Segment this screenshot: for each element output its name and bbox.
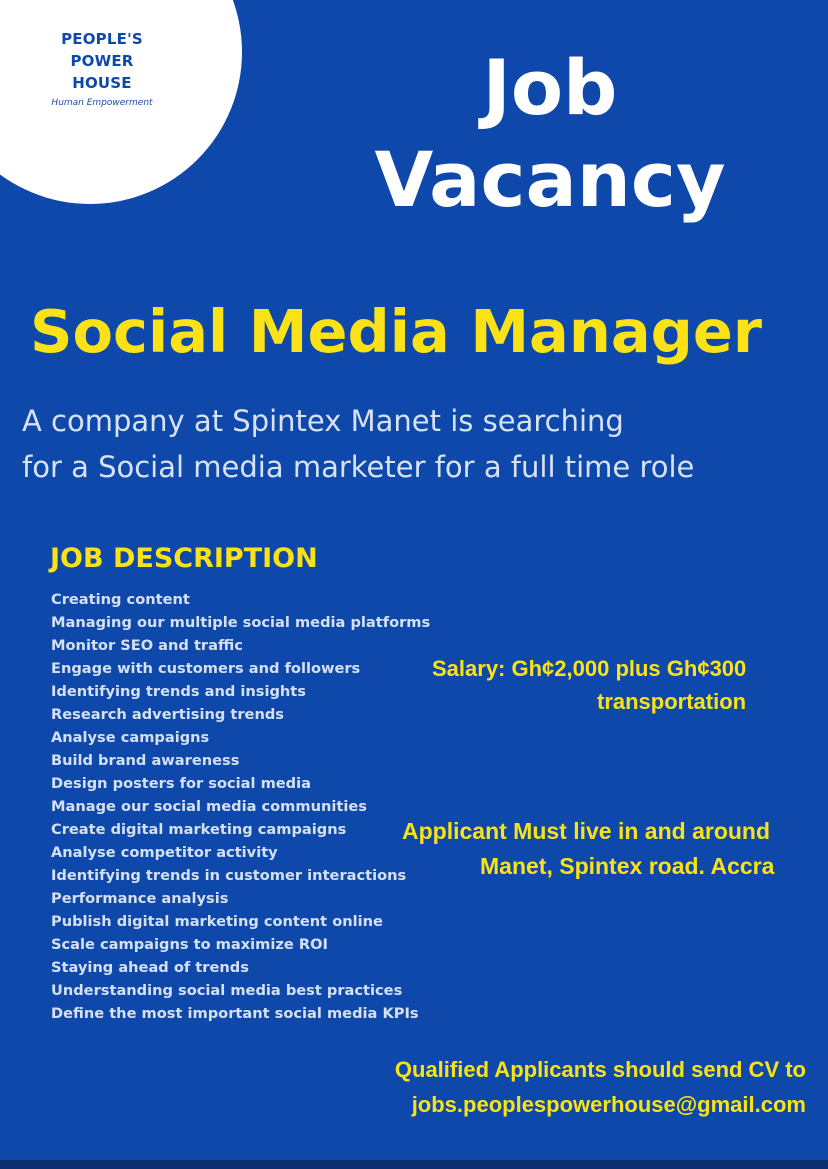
list-item: Research advertising trends (51, 706, 284, 723)
location-requirement (396, 814, 796, 884)
intro-line-2: for a Social media marketer for a full time role (22, 450, 695, 484)
list-item: Creating content (51, 591, 190, 608)
list-item: Analyse campaigns (51, 729, 210, 746)
bottom-strip (0, 1160, 828, 1169)
intro-text (22, 398, 812, 490)
list-item: Identifying trends in customer interactions (51, 867, 407, 884)
apply-email[interactable]: jobs.peoplespowerhouse@gmail.com (411, 1092, 806, 1117)
list-item: Performance analysis (51, 890, 229, 907)
list-item: Understanding social media best practices (51, 982, 403, 999)
duties-list (51, 588, 430, 1025)
list-item: Publish digital marketing content online (51, 913, 383, 930)
headline-line-1: Job (482, 43, 618, 132)
apply-line-1: Qualified Applicants should send CV to (394, 1057, 806, 1082)
list-item: Staying ahead of trends (51, 959, 249, 976)
salary-line-2: transportation (597, 689, 747, 714)
list-item: Design posters for social media (51, 775, 311, 792)
list-item: Define the most important social media KPIs (51, 1005, 419, 1022)
list-item: Engage with customers and followers (51, 660, 361, 677)
company-logo (34, 28, 170, 108)
role-title: Social Media Manager (30, 297, 763, 366)
list-item: Monitor SEO and traffic (51, 637, 243, 654)
apply-instructions (360, 1052, 806, 1122)
location-line-2: Manet, Spintex road. Accra (480, 853, 775, 879)
salary-line-1: Salary: Gh¢2,000 plus Gh¢300 (432, 656, 747, 681)
logo-tagline: Human Empowerment (51, 98, 153, 108)
list-item: Build brand awareness (51, 752, 240, 769)
list-item: Identifying trends and insights (51, 683, 306, 700)
list-item: Manage our social media communities (51, 798, 367, 815)
logo-name: PEOPLE'S POWER HOUSE (61, 30, 143, 92)
intro-line-1: A company at Spintex Manet is searching (22, 404, 624, 438)
headline (360, 42, 740, 226)
salary-info (420, 652, 775, 718)
list-item: Scale campaigns to maximize ROI (51, 936, 328, 953)
list-item: Analyse competitor activity (51, 844, 278, 861)
list-item: Create digital marketing campaigns (51, 821, 347, 838)
list-item: Managing our multiple social media platforms (51, 614, 431, 631)
headline-line-2: Vacancy (374, 135, 726, 224)
location-line-1: Applicant Must live in and around (402, 818, 771, 844)
job-description-heading: JOB DESCRIPTION (50, 543, 318, 574)
